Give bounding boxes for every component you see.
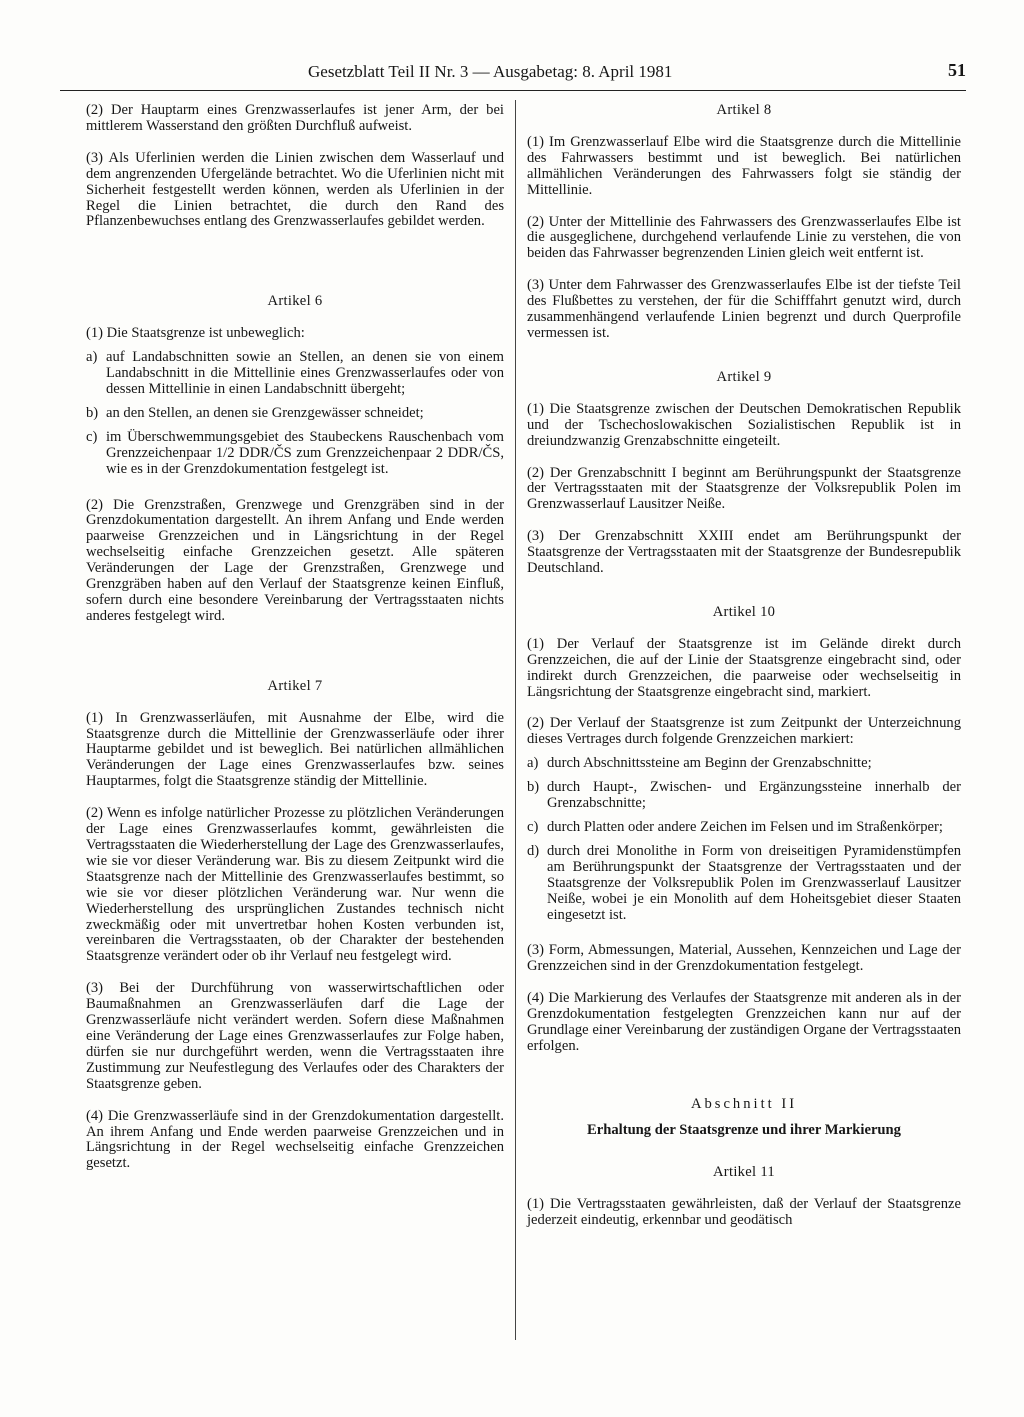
article-7-heading: Artikel 7	[267, 677, 323, 694]
article-8-para-3: (3) Unter dem Fahrwasser des Grenzwasserlaufes Elbe ist der tiefste Teil des Flußbettes zu verstehen, der für die Schifffahrt genutzt wird, durch zusammenhängend verlaufende Linien begrenzt und durch Querprofile vermessen ist.	[527, 277, 961, 341]
list-item	[527, 820, 961, 836]
list-item-text: durch Abschnittssteine am Beginn der Grenzabschnitte;	[547, 755, 872, 772]
section-subtitle: Erhaltung der Staatsgrenze und ihrer Markierung	[587, 1121, 901, 1138]
list-item-text: durch Haupt-, Zwischen- und Ergänzungssteine innerhalb der Grenzabschnitte;	[547, 779, 961, 812]
list-item	[86, 430, 504, 478]
article-11-heading: Artikel 11	[712, 1163, 776, 1180]
article-10-para-3: (3) Form, Abmessungen, Material, Aussehen, Kennzeichen und Lage der Grenzzeichen sind in der Grenzdokumentation festgelegt.	[527, 942, 961, 975]
article-7-para-2: (2) Wenn es infolge natürlicher Prozesse zu plötzlichen Veränderungen der Lage eines Grenzwasserlaufes kommt, gewährleisten die Vertragsstaaten die Wiederherstellung der Lage des Grenzwasserlaufes, wie sie vor dieser Veränderung war. Bis zu diesem Zeitpunkt wird die Staatsgrenze nach der Mittellinie des Grenzwasserlaufes bestimmt, so wie sie vor dieser plötzlichen Veränderung war. Nur wenn die Wiederherstellung des ursprünglichen Zustandes technisch nicht zweckmäßig oder mit unvertretbar hohen Kosten verbunden ist, vereinbaren die Vertragsstaaten, ob der Charakter der bestehenden Staatsgrenze verändert oder ob ihr Verlauf neu festgelegt wird.	[86, 805, 504, 965]
article-10-heading: Artikel 10	[712, 603, 776, 620]
left-column	[86, 103, 504, 1188]
article-9-para-2: (2) Der Grenzabschnitt I beginnt am Berührungspunkt der Staatsgrenze der Vertragsstaaten mit der Staatsgrenze der Volksrepublik Polen im Grenzwasserlauf Lausitzer Neiße.	[527, 464, 961, 513]
list-item-label: a)	[527, 755, 539, 772]
list-item-label: d)	[527, 842, 540, 859]
list-item	[86, 406, 504, 422]
article-8-para-2: (2) Unter der Mittellinie des Fahrwassers des Grenzwasserlaufes Elbe ist die ausgeglichene, durchgehend verlaufende Linie zu verstehen, die von beiden das Fahrwasser begrenzenden Linien gleich weit entfernt ist.	[527, 213, 961, 262]
paragraph-hauptarm: (2) Der Hauptarm eines Grenzwasserlaufes ist jener Arm, der bei mittlerem Wasserstand den größten Durchfluß aufweist.	[86, 102, 504, 134]
column-divider	[515, 100, 516, 1340]
list-item-text: an den Stellen, an denen sie Grenzgewässer schneidet;	[106, 404, 424, 421]
article-10-para-2: (2) Der Verlauf der Staatsgrenze ist zum Zeitpunkt der Unterzeichnung dieses Vertrages durch folgende Grenzzeichen markiert:	[527, 715, 961, 748]
page-number: 51	[948, 60, 966, 80]
article-7-para-4: (4) Die Grenzwasserläufe sind in der Grenzdokumentation dargestellt. An ihrem Anfang und Ende werden paarweise Grenzzeichen und in Längsrichtung in der Regel wechselseitig einfache Grenzzeichen gesetzt.	[86, 1107, 504, 1172]
article-9-para-3: (3) Der Grenzabschnitt XXIII endet am Berührungspunkt der Staatsgrenze der Vertragsstaaten mit der Staatsgrenze der Bundesrepublik Deutschland.	[527, 528, 961, 577]
list-item-label: b)	[527, 779, 540, 796]
article-10-para-1: (1) Der Verlauf der Staatsgrenze ist im Gelände direkt durch Grenzzeichen, die auf der Linie der Staatsgrenze eingebracht sind, oder indirekt durch Grenzzeichen, die paarweise oder wechselseitig in Längsrichtung der Staatsgrenze eingebracht sind, markiert.	[527, 635, 961, 700]
article-11-para-1: (1) Die Vertragsstaaten gewährleisten, daß der Verlauf der Staatsgrenze jederzeit eindeutig, erkennbar und geodätisch	[527, 1195, 961, 1228]
list-item-text: im Überschwemmungsgebiet des Staubeckens Rauschenbach vom Grenzzeichenpaar 1/2 DDR/ČS zum Grenzzeichenpaar 2 DDR/ČS, wie es in der Grenzdokumentation festgelegt ist.	[106, 428, 504, 477]
article-8-para-1: (1) Im Grenzwasserlauf Elbe wird die Staatsgrenze durch die Mittellinie des Fahrwassers bestimmt und ist beweglich. Bei natürlichen allmählichen Veränderungen des Fahrwassers folgt sie ständig der Mittellinie.	[527, 133, 961, 198]
article-9-para-1: (1) Die Staatsgrenze zwischen der Deutschen Demokratischen Republik und der Tschechoslowakischen Sozialistischen Republik ist in dreiundzwanzig Grenzabschnitte eingeteilt.	[527, 400, 961, 449]
list-item-text: durch drei Monolithe in Form von dreiseitigen Pyramidenstümpfen am Berührungspunkt der Staatsgrenze der Vertragsstaaten und der Staatsgrenze der Volksrepublik Polen im Grenzwasserlauf Lausitzer Neiße, wobei je ein Monolith auf dem Hoheitsgebiet dieser Staaten eingesetzt ist.	[547, 842, 961, 923]
section-heading: Abschnitt II	[690, 1095, 798, 1112]
list-item-label: a)	[86, 349, 98, 366]
article-10-para-4: (4) Die Markierung des Verlaufes der Staatsgrenze mit anderen als in der Grenzdokumentation festgelegten Grenzzeichen kann nur auf der Grundlage einer Vereinbarung der zuständigen Organe der Vertragsstaaten erfolgen.	[527, 990, 961, 1054]
list-item	[527, 844, 961, 924]
article-6-heading: Artikel 6	[267, 293, 323, 310]
list-item-label: c)	[527, 819, 539, 835]
header-title: Gesetzblatt Teil II Nr. 3 — Ausgabetag: 8. April 1981	[308, 62, 673, 81]
list-item-label: c)	[86, 428, 98, 445]
article-6-para-1: (1) Die Staatsgrenze ist unbeweglich:	[86, 325, 305, 342]
list-item	[527, 756, 961, 772]
article-6-para-2: (2) Die Grenzstraßen, Grenzwege und Grenzgräben sind in der Grenzdokumentation dargestellt. An ihrem Anfang und Ende werden paarweise Grenzzeichen und in Längsrichtung in der Regel wechselseitig einfache Grenzzeichen gesetzt. Alle späteren Veränderungen der Lage der Grenzstraßen, Grenzwege und Grenzgräben haben auf den Verlauf der Staatsgrenze keinen Einfluß, sofern durch eine besondere Vereinbarung der Vertragsstaaten nichts anderes festgelegt wird.	[86, 496, 504, 624]
right-column	[527, 103, 961, 1244]
list-item	[86, 350, 504, 398]
list-item	[527, 780, 961, 812]
list-item-text: durch Platten oder andere Zeichen im Felsen und im Straßenkörper;	[547, 819, 943, 835]
list-item-text: auf Landabschnitten sowie an Stellen, an denen sie von einem Landabschnitt in die Mittellinie eines Grenzwasserlaufes oder von dessen Mittellinie in einen Landabschnitt übergeht;	[106, 349, 504, 397]
article-8-heading: Artikel 8	[716, 102, 772, 118]
page-header	[60, 60, 966, 91]
list-item-label: b)	[86, 404, 99, 421]
article-7-para-1: (1) In Grenzwasserläufen, mit Ausnahme der Elbe, wird die Staatsgrenze durch die Mittellinie der Grenzwasserläufe oder ihrer Hauptarme gebildet und ist beweglich. Bei natürlichen allmählichen Veränderungen der Lage eines Grenzwasserlaufes bzw. seines Hauptarmes, folgt die Staatsgrenze ständig der Mittellinie.	[86, 709, 504, 790]
article-7-para-3: (3) Bei der Durchführung von wasserwirtschaftlichen oder Baumaßnahmen an Grenzwasserläufen darf die Lage der Grenzwasserläufe nicht verändert werden. Sofern diese Maßnahmen eine Veränderung der Lage eines Grenzwasserlaufes zur Folge haben, dürfen sie nur durchgeführt werden, wenn die Vertragsstaaten ihre Zustimmung zur Neufestlegung des Verlaufes oder des Charakters der Staatsgrenze geben.	[86, 980, 504, 1092]
article-9-heading: Artikel 9	[716, 368, 772, 385]
paragraph-uferlinien: (3) Als Uferlinien werden die Linien zwischen dem Wasserlauf und dem angrenzenden Ufergelände betrachtet. Wo die Uferlinien nicht mit Sicherheit festgestellt werden können, werden als Uferlinien in der Regel die Linien betrachtet, die durch den Rand des Pflanzenbewuchses entlang des Grenzwasserlaufes gebildet werden.	[86, 149, 504, 230]
